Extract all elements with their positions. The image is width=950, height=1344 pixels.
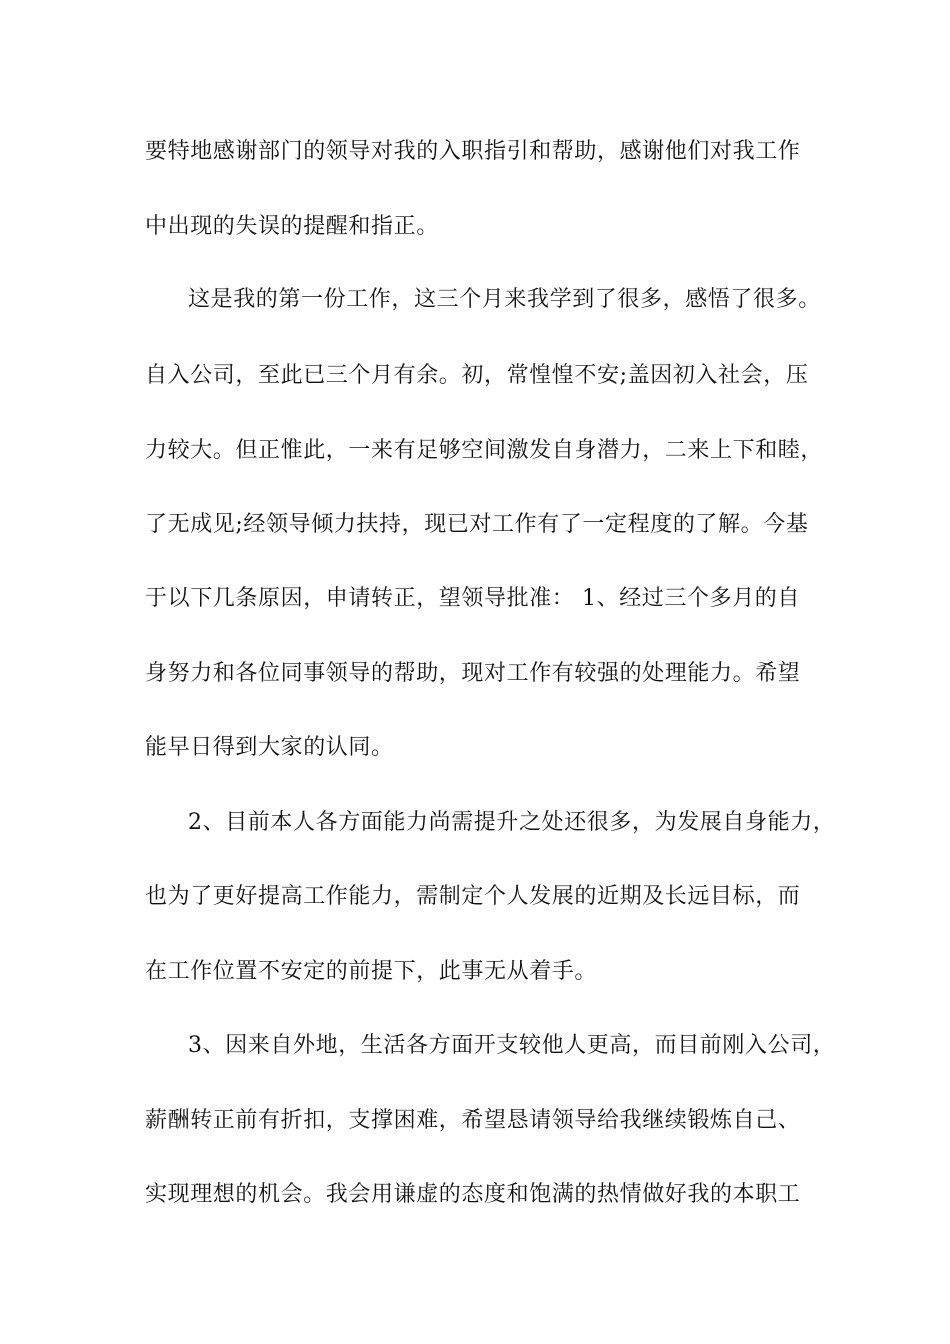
text-line-15: 实现理想的机会。我会用谦虚的态度和饱满的热情做好我的本职工 [145, 1182, 801, 1207]
text-line-7: 于以下几条原因，申请转正，望领导批准： 1、经过三个多月的自 [145, 586, 800, 611]
text-line-14: 薪酬转正前有折扣，支撑困难，希望恳请领导给我继续锻炼自己、 [145, 1108, 801, 1133]
paragraph-start-line-13: 3、因来自外地，生活各方面开支较他人更高，而目前刚入公司， [188, 1033, 836, 1058]
text-line-5: 力较大。但正惟此，一来有足够空间激发自身潜力，二来上下和睦， [145, 438, 824, 463]
text-line-6: 了无成见;经领导倾力扶持，现已对工作有了一定程度的了解。今基 [145, 512, 809, 537]
text-line-4: 自入公司，至此已三个月有余。初，常惶惶不安;盖因初入社会，压 [145, 363, 809, 388]
text-line-2: 中出现的失误的提醒和指正。 [145, 214, 439, 239]
text-line-1: 要特地感谢部门的领导对我的入职指引和帮助，感谢他们对我工作 [145, 139, 801, 164]
text-line-9: 能早日得到大家的认同。 [145, 735, 394, 760]
text-line-12: 在工作位置不安定的前提下，此事无从着手。 [145, 959, 598, 984]
paragraph-start-line-10: 2、目前本人各方面能力尚需提升之处还很多，为发展自身能力， [188, 810, 836, 835]
paragraph-start-line-3: 这是我的第一份工作，这三个月来我学到了很多，感悟了很多。 [188, 287, 821, 312]
text-line-11: 也为了更好提高工作能力，需制定个人发展的近期及长远目标，而 [145, 884, 801, 909]
text-line-8: 身努力和各位同事领导的帮助，现对工作有较强的处理能力。希望 [145, 661, 801, 686]
